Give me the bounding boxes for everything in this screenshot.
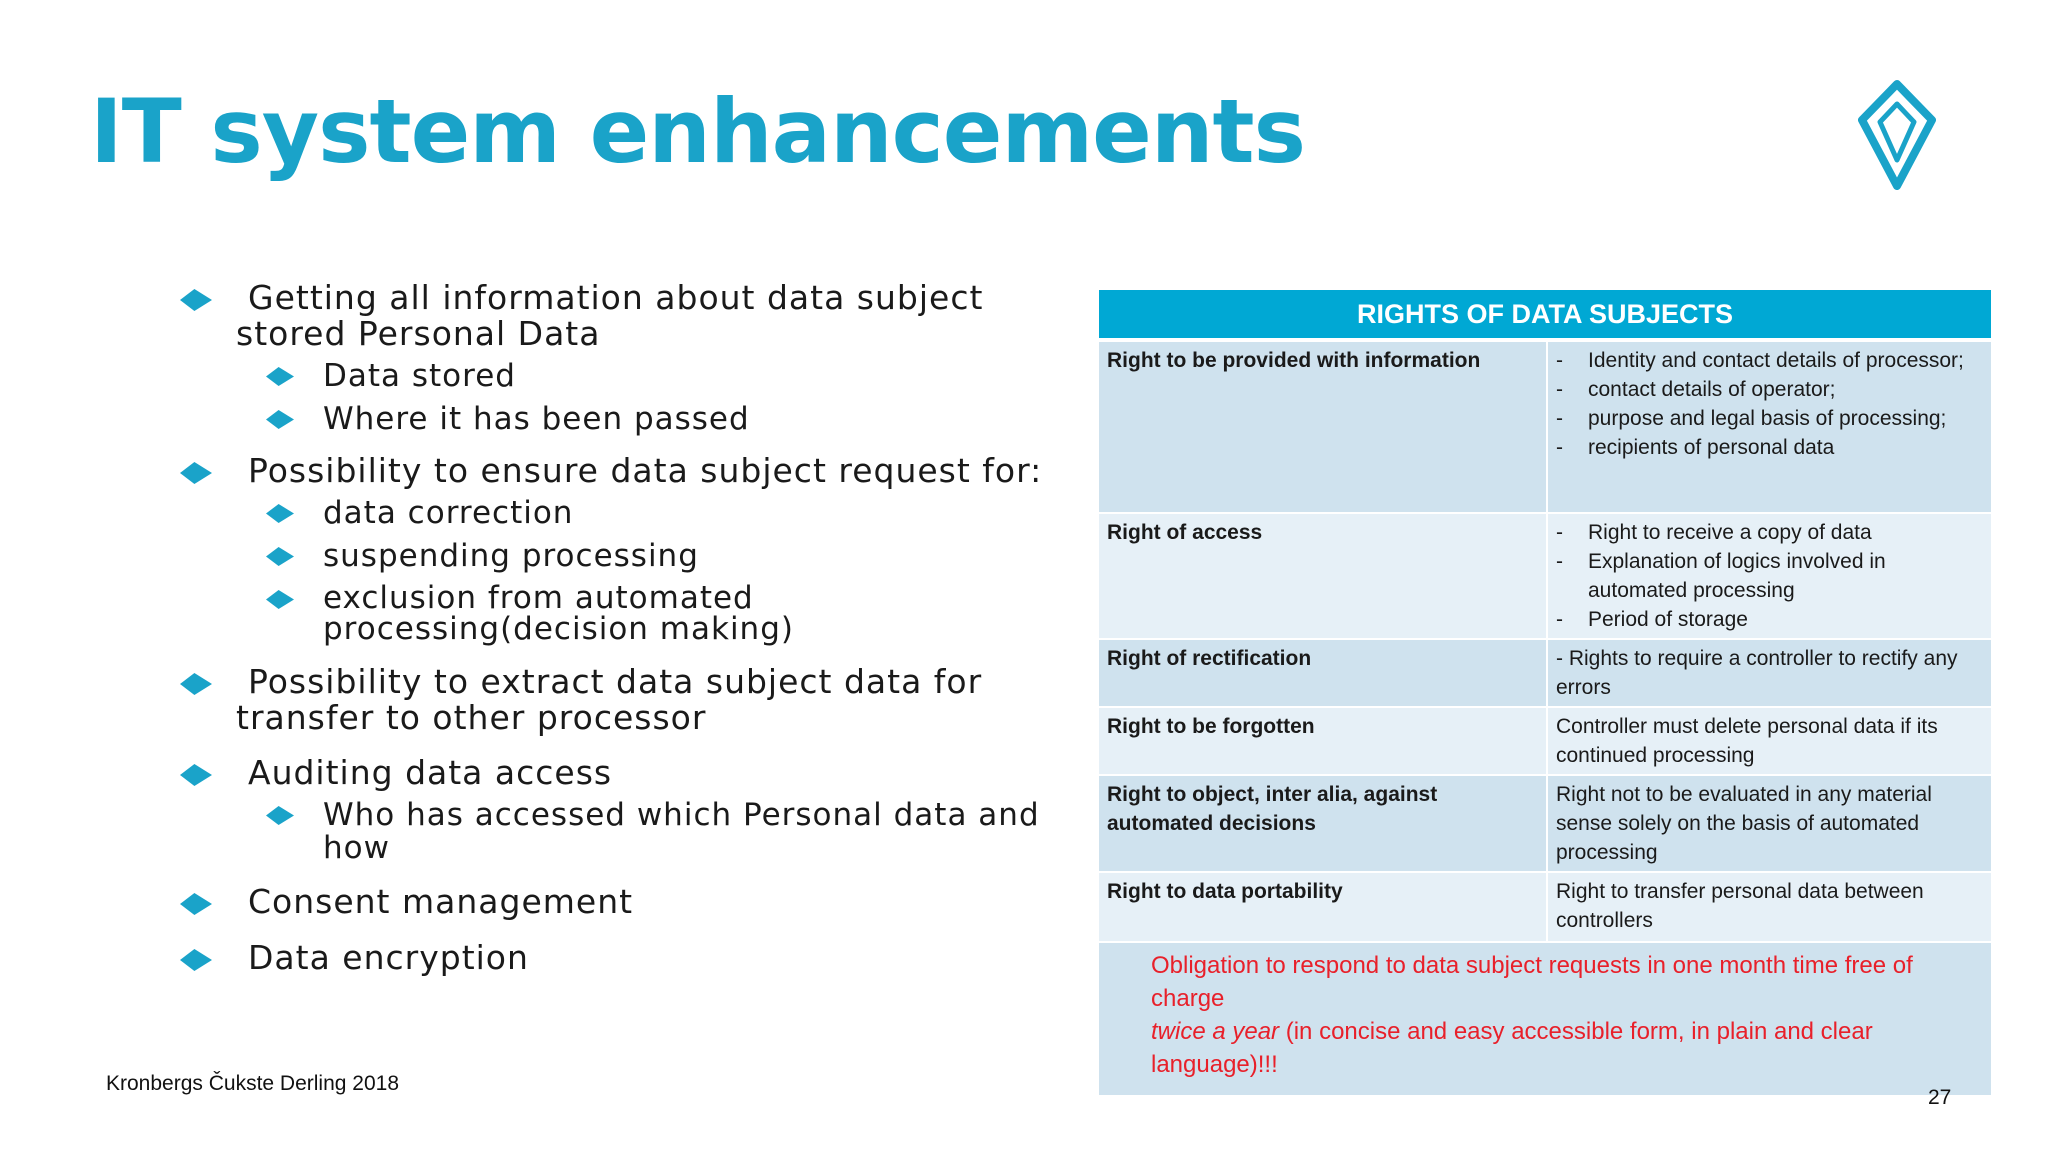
list-item-text: Getting all information about data subject stored Personal Data [236, 278, 984, 353]
sub-list-item [180, 580, 1085, 647]
bullet-arrow-icon [266, 547, 294, 566]
rights-table [1097, 288, 1993, 1097]
sub-list-item [180, 540, 1085, 573]
detail-item: - Identity and contact details of processor; [1556, 346, 1983, 375]
sub-list-item [180, 403, 1085, 436]
bullet-arrow-icon [266, 504, 294, 523]
detail-item: - Explanation of logics involved in automated processing [1556, 547, 1983, 605]
right-details [1547, 341, 1992, 513]
obligation-note [1097, 943, 1993, 1097]
bullet-arrow-icon [180, 764, 212, 786]
obligation-line: Obligation to respond to data subject requests in one month time free of charge [1151, 952, 1913, 1012]
table-row [1098, 639, 1992, 707]
right-details: - Rights to require a controller to rectify any errors [1547, 639, 1992, 707]
sub-list-item-text: exclusion from automated processing(decision making) [323, 580, 794, 647]
right-name: Right of access [1098, 513, 1547, 639]
table-row [1098, 775, 1992, 872]
list-item-text: Data encryption [248, 938, 529, 977]
bullet-arrow-icon [266, 590, 294, 609]
page-number: 27 [1928, 1086, 1952, 1109]
detail-item: - purpose and legal basis of processing; [1556, 404, 1983, 433]
list-item [180, 755, 1085, 791]
right-name: Right to be forgotten [1098, 707, 1547, 775]
right-details: Right not to be evaluated in any material sense solely on the basis of automated processing [1547, 775, 1992, 872]
table-header: RIGHTS OF DATA SUBJECTS [1097, 288, 1993, 340]
bullet-arrow-icon [180, 289, 212, 311]
bullet-arrow-icon [180, 893, 212, 915]
sub-list-item [180, 360, 1085, 393]
bullet-arrow-icon [266, 367, 294, 386]
bullet-arrow-icon [266, 410, 294, 429]
right-name: Right to data portability [1098, 872, 1547, 942]
list-item-text: Consent management [248, 882, 634, 921]
detail-item: - Right to receive a copy of data [1556, 518, 1983, 547]
right-details: Right to transfer personal data between controllers [1547, 872, 1992, 942]
page-title: IT system enhancements [90, 80, 1305, 183]
right-name: Right to be provided with information [1098, 341, 1547, 513]
list-item [180, 940, 1085, 976]
company-logo-icon [1858, 80, 1936, 190]
list-item [180, 664, 1085, 736]
list-item-text: Possibility to ensure data subject request for: [248, 451, 1043, 490]
right-name: Right of rectification [1098, 639, 1547, 707]
table-row [1098, 872, 1992, 942]
sub-list-item-text: Where it has been passed [323, 401, 750, 437]
sub-list-item-text: data correction [323, 495, 574, 531]
bullet-arrow-icon [180, 462, 212, 484]
list-item [180, 884, 1085, 920]
table-row [1098, 707, 1992, 775]
sub-list-item [180, 497, 1085, 530]
list-item-text: Possibility to extract data subject data for transfer to other processor [236, 662, 983, 737]
list-item-text: Auditing data access [248, 753, 613, 792]
right-details [1547, 513, 1992, 639]
sub-list-item-text: Who has accessed which Personal data and how [323, 797, 1040, 866]
bullet-arrow-icon [180, 673, 212, 695]
detail-item: - recipients of personal data [1556, 433, 1983, 462]
list-item [180, 453, 1085, 489]
bullet-arrow-icon [180, 949, 212, 971]
sub-list-item-text: Data stored [323, 358, 516, 394]
detail-item: - Period of storage [1556, 605, 1983, 634]
table-row [1098, 513, 1992, 639]
detail-item: - contact details of operator; [1556, 375, 1983, 404]
right-name: Right to object, inter alia, against automated decisions [1098, 775, 1547, 872]
footer-credit: Kronbergs Čukste Derling 2018 [106, 1072, 399, 1095]
right-details: Controller must delete personal data if its continued processing [1547, 707, 1992, 775]
list-item [180, 280, 1085, 352]
sub-list-item-text: suspending processing [323, 538, 699, 574]
obligation-emphasis: twice a year [1151, 1018, 1280, 1045]
bullet-list [180, 280, 1085, 976]
bullet-arrow-icon [266, 806, 294, 825]
sub-list-item [180, 799, 1085, 865]
obligation-rest: (in concise and easy accessible form, in plain and clear language)!!! [1151, 1018, 1873, 1078]
table-row [1098, 341, 1992, 513]
